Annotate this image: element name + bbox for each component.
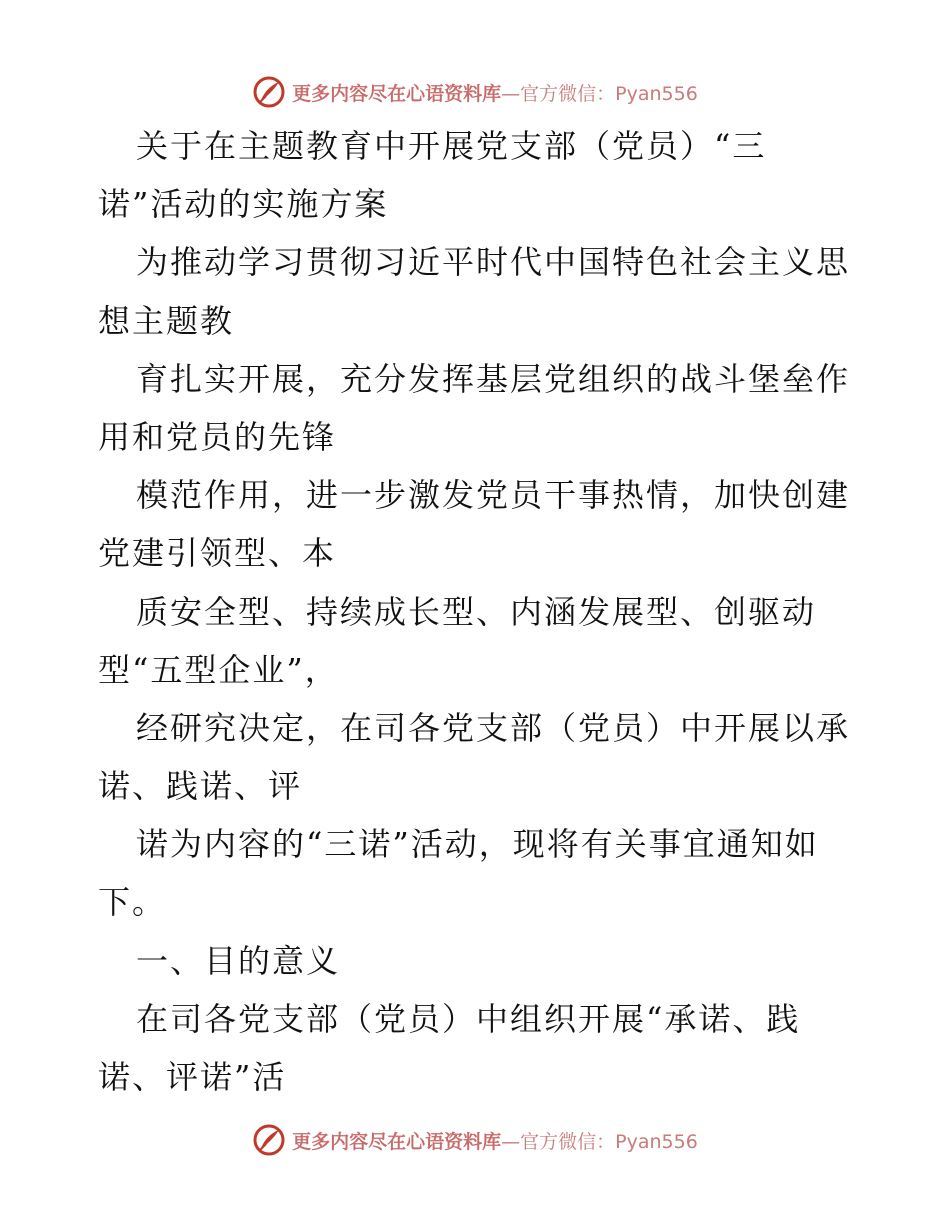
section-heading: 一、目的意义 (136, 941, 341, 980)
feather-logo-icon (252, 1123, 286, 1157)
text-line: 诺为内容的“三诺”活动，现将有关事宜通知如 (136, 825, 819, 864)
text-line: 关于在主题教育中开展党支部（党员）“三 (136, 127, 767, 165)
text-line: 型“五型企业”， (98, 650, 339, 689)
footer-watermark (0, 1120, 950, 1160)
text-line: 想主题教 (98, 301, 235, 340)
text-line: 育扎实开展，充分发挥基层党组织的战斗堡垒作 (136, 359, 851, 398)
header-watermark (0, 72, 950, 112)
watermark-suffix-text: —官方微信：Pyan556 (501, 1130, 698, 1153)
watermark-brand-text: 更多内容尽在心语资料库 (292, 1130, 502, 1153)
text-line: 质安全型、持续成长型、内涵发展型、创驱动 (136, 592, 817, 631)
feather-logo-icon (252, 75, 286, 109)
text-line: 用和党员的先锋 (98, 417, 337, 456)
text-line: 诺”活动的实施方案 (98, 185, 389, 224)
text-line: 诺、评诺”活 (98, 1058, 287, 1096)
text-line: 在司各党支部（党员）中组织开展“承诺、践 (136, 999, 801, 1038)
watermark-suffix-text: —官方微信：Pyan556 (501, 82, 698, 105)
watermark-brand-text: 更多内容尽在心语资料库 (292, 82, 502, 105)
text-line: 为推动学习贯彻习近平时代中国特色社会主义思 (136, 243, 851, 282)
text-line: 经研究决定，在司各党支部（党员）中开展以承 (136, 708, 851, 747)
text-line: 下。 (98, 883, 167, 922)
document-body (98, 117, 858, 1106)
text-line: 诺、践诺、评 (98, 767, 303, 806)
text-line: 党建引领型、本 (98, 534, 337, 573)
text-line: 模范作用，进一步激发党员干事热情，加快创建 (136, 476, 851, 515)
